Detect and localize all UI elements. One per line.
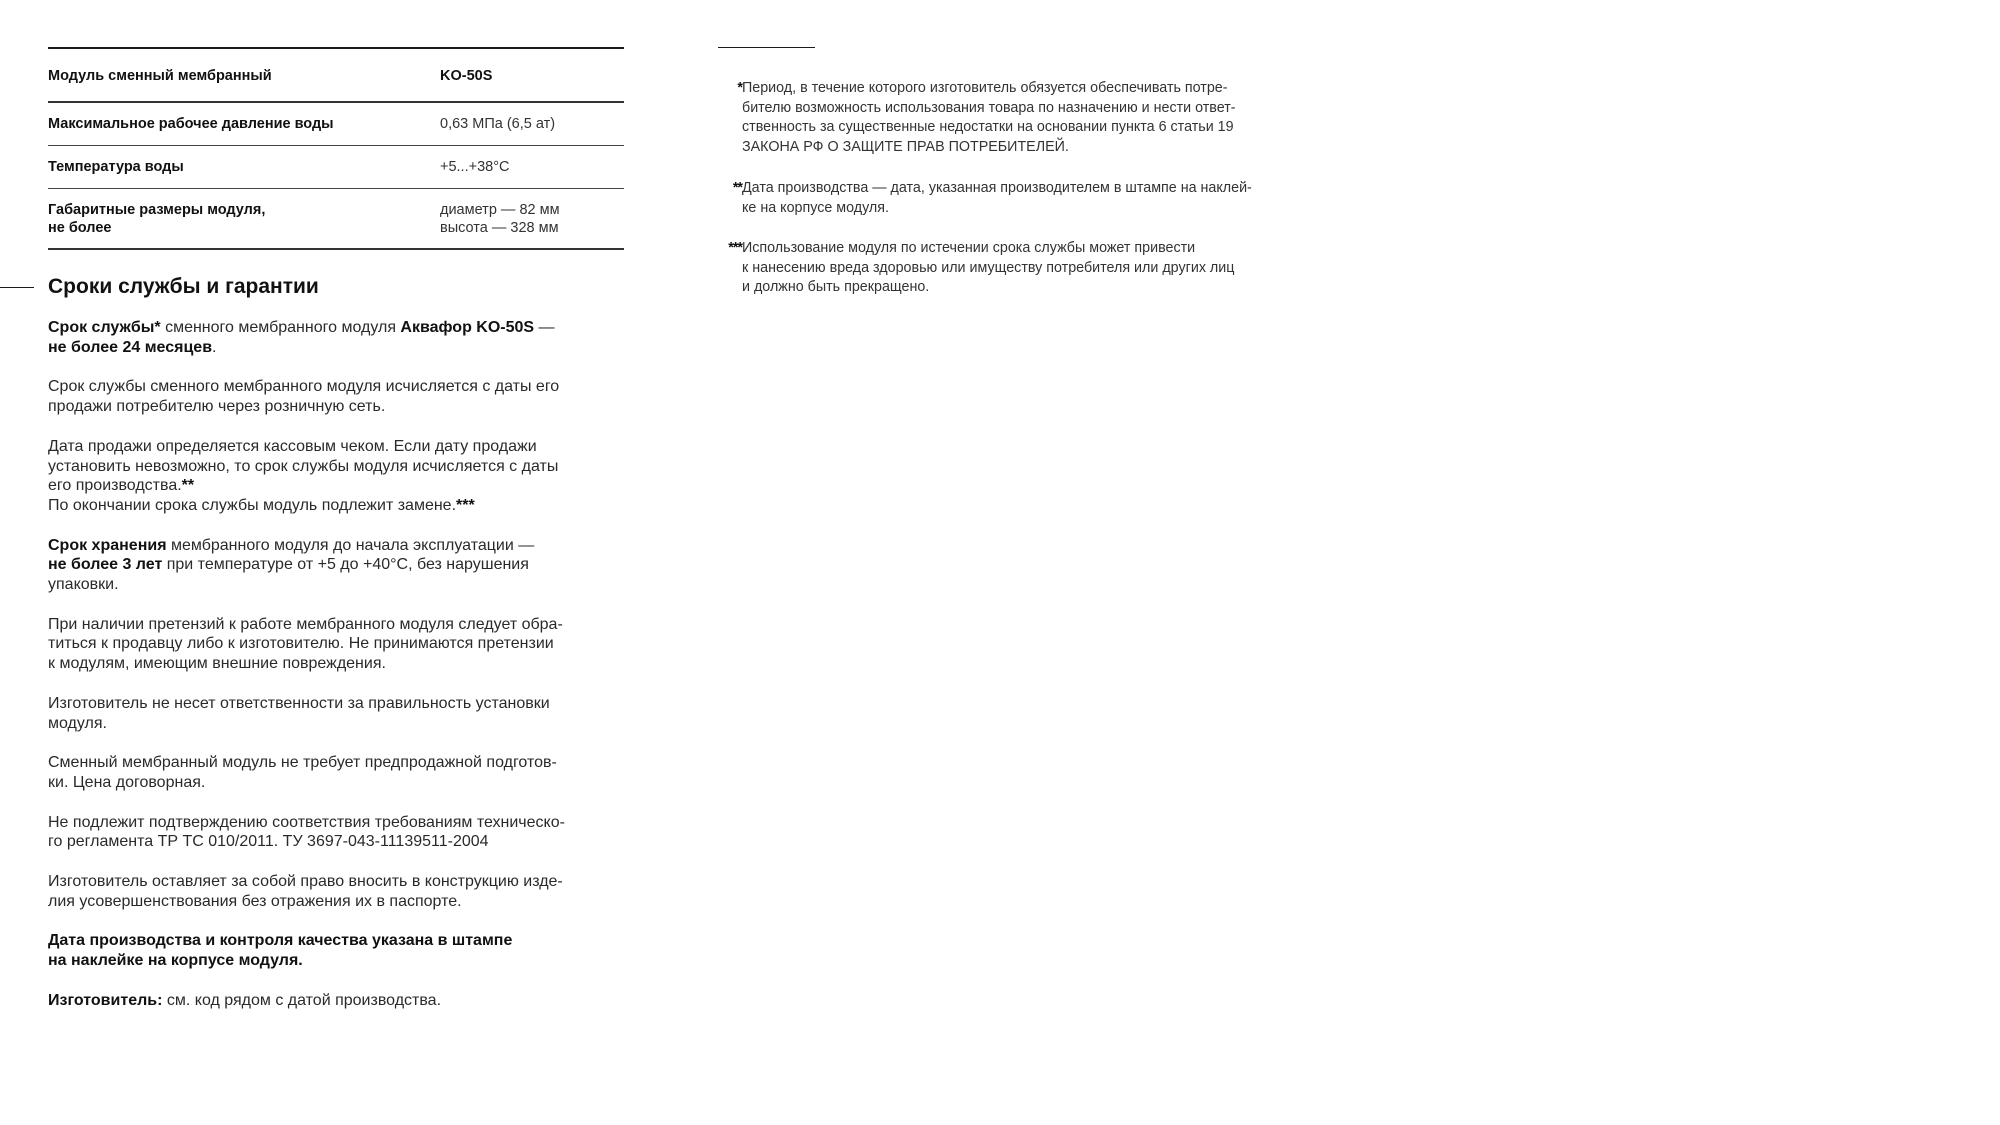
spec-row-pressure [48,102,624,146]
footnotes-rule [718,47,815,48]
manufacturer-paragraph [48,991,628,1011]
footnote-text: Период, в течение которого изготовитель обязуется обеспечивать потре- бителю возможность использования товара по назначению и нести ответ- ственность за существенные недостатки на основании пункта 6 статьи 19 ЗАКОНА РФ О ЗАЩИТЕ ПРАВ ПОТРЕБИТЕЛЕЙ. [742,80,1236,156]
spec-value: 0,63 МПа (6,5 ат) [440,116,556,132]
specs-section [48,47,624,250]
rights-paragraph: Изготовитель оставляет за собой право вносить в конструкцию изде- лия усовершенствования без отражения их в паспорте. [48,873,563,910]
replace-text: По окончании срока службы модуль подлежит замене. [48,496,457,514]
claims-paragraph: При наличии претензий к работе мембранного модуля следует обра- титься к продавцу либо к изготовителю. Не принимаются претензии к модулям, имеющим внешние повреждения. [48,615,563,673]
spec-row-dimensions [48,189,624,250]
spec-label: Максимальное рабочее давление воды [48,116,334,132]
footnote-mark: ** [732,180,742,196]
spec-value: +5...+38°C [440,159,510,175]
service-life-text: сменного мембранного модуля [160,319,401,336]
spec-label: Габаритные размеры модуля, не более [48,202,266,236]
service-life-paragraph [48,318,628,357]
storage-paragraph [48,536,628,595]
spec-value: KO-50S [440,68,493,84]
installation-paragraph: Изготовитель не несет ответственности за правильность установки модуля. [48,694,550,732]
section-marker-rule [0,287,34,288]
spec-value: диаметр — 82 мм высота — 328 мм [440,202,560,236]
storage-duration: не более 3 лет [48,556,163,574]
stamp-paragraph: Дата производства и контроля качества указана в штампе на наклейке на корпусе модуля. [48,932,513,970]
product-name: Аквафор KO-50S [400,319,535,336]
receipt-paragraph [48,437,628,496]
manufacturer-text: см. код рядом с датой производства. [162,991,442,1009]
footnote-ref-2: ** [181,477,195,495]
footnotes-section [718,47,1298,296]
specs-table [48,47,624,250]
footnote-text: Дата производства — дата, указанная производителем в штампе на наклей- ке на корпусе модуля. [742,180,1252,216]
footnote-mark: * [737,80,742,96]
footnote-2 [718,179,1298,218]
certification-paragraph: Не подлежит подтверждению соответствия требованиям техническо- го регламента ТР ТС 010/2011. ТУ 3697-043-11139511-2004 [48,813,565,851]
spec-row-model [48,48,624,102]
footnote-ref-3: *** [456,496,475,514]
manufacturer-label: Изготовитель: [48,991,163,1009]
footnote-3 [718,239,1298,298]
spec-label: Температура воды [48,159,184,175]
sale-date-paragraph: Срок службы сменного мембранного модуля исчисляется с даты его продажи потребителю через розничную сеть. [48,378,560,416]
footnote-mark: *** [728,240,742,256]
spec-label: Модуль сменный мембранный [48,68,272,84]
footnote-text: Использование модуля по истечении срока службы может привести к нанесению вреда здоровью или имуществу потребителя или других лиц и должно быть прекращено. [742,240,1235,296]
storage-label: Срок хранения [48,536,167,554]
footnote-1 [718,79,1298,158]
warranty-body [48,318,628,1031]
storage-text: мембранного модуля до начала эксплуатации — [166,536,535,554]
spec-row-temperature [48,146,624,189]
presale-paragraph: Сменный мембранный модуль не требует предпродажной подготов- ки. Цена договорная. [48,754,557,791]
service-life-label: Срок службы* [48,319,161,336]
storage-text-2: при температуре от +5 до +40°C, без нарушения упаковки. [48,556,529,594]
receipt-text: Дата продажи определяется кассовым чеком. Если дату продажи установить невозможно, то срок службы модуля исчисляется с даты его производства. [48,437,559,495]
service-life-duration: не более 24 месяцев [48,338,213,356]
replace-paragraph [48,496,628,516]
service-life-dash: — [534,319,555,336]
section-title: Сроки службы и гарантии [48,275,319,298]
service-life-end: . [212,338,217,356]
